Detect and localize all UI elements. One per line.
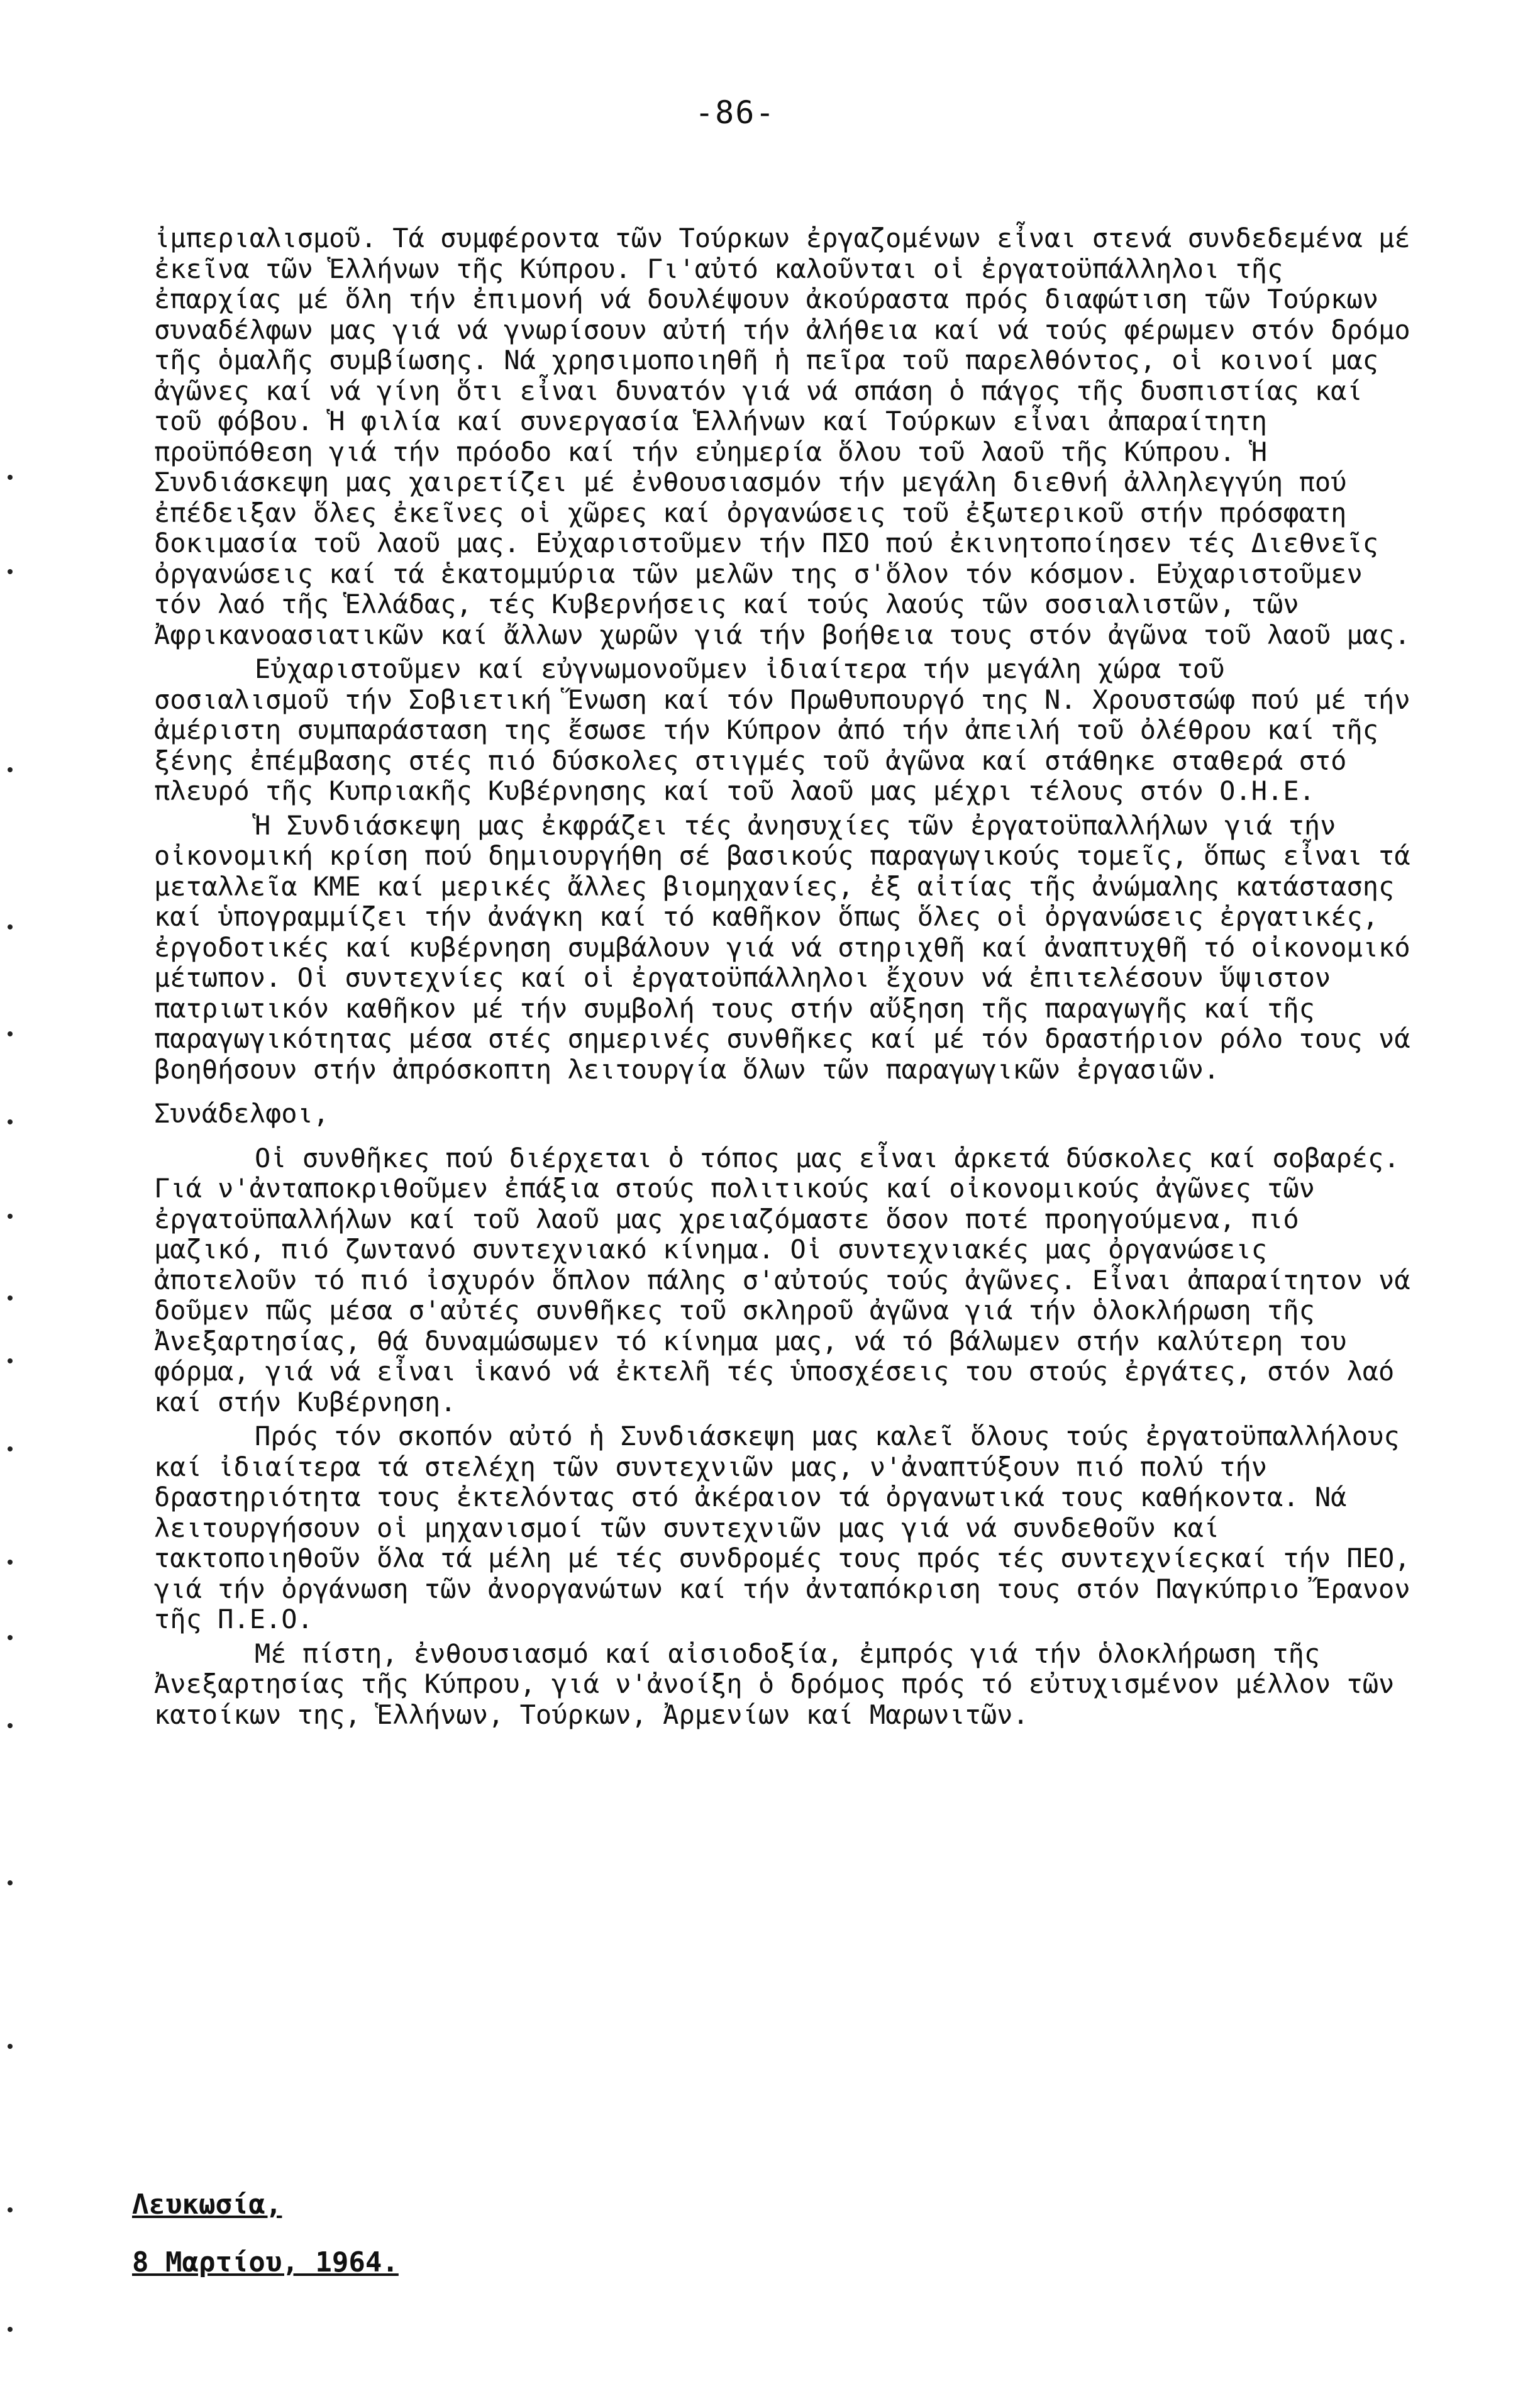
margin-dot (8, 767, 13, 772)
margin-dot (8, 1560, 13, 1565)
paragraph: Εὐχαριστοῦμεν καί εὐγνωμονοῦμεν ἰδιαίτερα τήν μεγάλη χώρα τοῦ σοσιαλισμοῦ τήν Σοβιετική Ἕνωση καί τόν Πρωθυπουργό της Ν. Χρουστσώφ πού μέ τήν ἀμέριστη συμπαράσταση της ἔσωσε τήν Κύπρον ἀπό τήν ἀπειλή τοῦ ὀλέθρου καί τῆς ξένης ἐπέμβασης στές πιό δύσκολες στιγμές τοῦ ἀγῶνα καί στάθηκε σταθερά στό πλευρό τῆς Κυπριακῆς Κυβέρνησης καί τοῦ λαοῦ μας μέχρι τέλους στόν Ο.Η.Ε. (154, 653, 1410, 806)
signature-place: Λευκωσία, (132, 2189, 282, 2221)
margin-dot (8, 1723, 13, 1728)
margin-dot (8, 924, 13, 929)
margin-dot (8, 1295, 13, 1301)
margin-dot (8, 2207, 13, 2212)
margin-dot (8, 1119, 13, 1124)
margin-dot (8, 2327, 13, 2332)
margin-dot (8, 1635, 13, 1640)
margin-dot (8, 2044, 13, 2049)
document-body (154, 223, 1412, 1734)
margin-marks (0, 0, 25, 2391)
margin-dot (8, 1446, 13, 1451)
paragraph: Ἡ Συνδιάσκεψη μας ἐκφράζει τές ἀνησυχίες τῶν ἐργατοϋπαλλήλων γιά τήν οἰκονομική κρίση πού δημιουργήθη σέ βασικούς παραγωγικούς τομεῖς, ὅπως εἶναι τά μεταλλεῖα ΚΜΕ καί μερικές ἄλλες βιομηχανίες, ἐξ αἰτίας τῆς ἀνώμαλης κατάστασης καί ὑπογραμμίζει τήν ἀνάγκη καί τό καθῆκον ὅπως ὅλες οἱ ὀργανώσεις ἐργατικές, ἐργοδοτικές καί κυβέρνηση συμβάλουν γιά νά στηριχθῆ καί ἀναπτυχθῆ τό οἰκονομικό μέτωπον. Οἱ συντεχνίες καί οἱ ἐργατοϋπάλληλοι ἔχουν νά ἐπιτελέσουν ὕψιστον πατριωτικόν καθῆκον μέ τήν συμβολή τους στήν αὔξηση τῆς παραγωγῆς καί τῆς παραγωγικότητας μέσα στές σημερινές συνθῆκες καί μέ τόν δραστήριον ρόλο τους νά βοηθήσουν στήν ἀπρόσκοπτη λειτουργία ὅλων τῶν παραγωγικῶν ἐργασιῶν. (154, 809, 1410, 1085)
paragraph: Πρός τόν σκοπόν αὐτό ἡ Συνδιάσκεψη μας καλεῖ ὅλους τούς ἐργατοϋπαλλήλους καί ἰδιαίτερα τά στελέχη τῶν συντεχνιῶν μας, ν'ἀναπτύξουν πιό πολύ τήν δραστηριότητα τους ἐκτελόντας στό ἀκέραιον τά ὀργανωτικά τους καθήκοντα. Νά λειτουργήσουν οἱ μηχανισμοί τῶν συντεχνιῶν μας γιά νά συνδεθοῦν καί τακτοποιηθοῦν ὅλα τά μέλη μέ τές συνδρομές τους πρός τές συντεχνίεςκαί τήν ΠΕΟ, γιά τήν ὀργάνωση τῶν ἀνοργανώτων καί τήν ἀνταπόκριση τους στόν Παγκύπριο Ἔρανον τῆς Π.Ε.Ο. (154, 1421, 1410, 1634)
margin-dot (8, 1214, 13, 1219)
paragraph: Μέ πίστη, ἐνθουσιασμό καί αἰσιοδοξία, ἐμπρός γιά τήν ὁλοκλήρωση τῆς Ἀνεξαρτησίας τῆς Κύπρου, γιά ν'ἀνοίξη ὁ δρόμος πρός τό εὐτυχισμένον μέλλον τῶν κατοίκων της, Ἑλλήνων, Τούρκων, Ἀρμενίων καί Μαρωνιτῶν. (154, 1638, 1395, 1730)
signature-block (132, 2176, 399, 2292)
paragraph: ἰμπεριαλισμοῦ. Τά συμφέροντα τῶν Τούρκων ἐργαζομένων εἶναι στενά συνδεδεμένα μέ ἐκεῖνα τῶν Ἑλλήνων τῆς Κύπρου. Γι'αὐτό καλοῦνται οἱ ἐργατοϋπάλληλοι τῆς ἐπαρχίας μέ ὅλη τήν ἐπιμονή νά δουλέψουν ἀκούραστα πρός διαφώτιση τῶν Τούρκων συναδέλφων μας γιά νά γνωρίσουν αὐτή τήν ἀλήθεια καί νά τούς φέρωμεν στόν δρόμο τῆς ὁμαλῆς συμβίωσης. Νά χρησιμοποιηθῆ ἡ πεῖρα τοῦ παρελθόντος, οἱ κοινοί μας ἀγῶνες καί νά γίνη ὅτι εἶναι δυνατόν γιά νά σπάση ὁ πάγος τῆς δυσπιστίας καί τοῦ φόβου. Ἡ φιλία καί συνεργασία Ἑλλήνων καί Τούρκων εἶναι ἀπαραίτητη προϋπόθεση γιά τήν πρόοδο καί τήν εὐημερία ὅλου τοῦ λαοῦ τῆς Κύπρου. Ἡ Συνδιάσκεψη μας χαιρετίζει μέ ἐνθουσιασμόν τήν μεγάλη διεθνή ἀλληλεγγύη πού ἐπέδειξαν ὅλες ἐκεῖνες οἱ χῶρες καί ὀργανώσεις τοῦ ἐξωτερικοῦ στήν πρόσφατη δοκιμασία τοῦ λαοῦ μας. Εὐχαριστοῦμεν τήν ΠΣΟ πού ἐκινητοποίησεν τές Διεθνεῖς ὀργανώσεις καί τά ἑκατομμύρια τῶν μελῶν της σ'ὅλον τόν κόσμον. Εὐχαριστοῦμεν τόν λαό τῆς Ἑλλάδας, τές Κυβερνήσεις καί τούς λαούς τῶν σοσιαλιστῶν, τῶν Ἀφρικανοασιατικῶν καί ἄλλων χωρῶν γιά τήν βοήθεια τους στόν ἀγῶνα τοῦ λαοῦ μας. (154, 223, 1410, 650)
margin-dot (8, 1031, 13, 1036)
margin-dot (8, 1358, 13, 1363)
page-number: -86- (695, 94, 776, 131)
salutation: Συνάδελφοι, (154, 1098, 330, 1129)
margin-dot (8, 475, 13, 480)
margin-dot (8, 1880, 13, 1885)
signature-date: 8 Μαρτίου, 1964. (132, 2246, 399, 2278)
paragraph: Οἱ συνθῆκες πού διέρχεται ὁ τόπος μας εἶναι ἀρκετά δύσκολες καί σοβαρές. Γιά ν'ἀνταποκριθοῦμεν ἐπάξια στούς πολιτικούς καί οἰκονομικούς ἀγῶνες τῶν ἐργατοϋπαλλήλων καί τοῦ λαοῦ μας χρειαζόμαστε ὅσον ποτέ προηγούμενα, πιό μαζικό, πιό ζωντανό συντεχνιακό κίνημα. Οἱ συντεχνιακές μας ὀργανώσεις ἀποτελοῦν τό πιό ἰσχυρόν ὅπλον πάλης σ'αὐτούς τούς ἀγῶνες. Εἶναι ἀπαραίτητον νά δοῦμεν πῶς μέσα σ'αὐτές συνθῆκες τοῦ σκληροῦ ἀγῶνα γιά τήν ὁλοκλήρωση τῆς Ἀνεξαρτησίας, θά δυναμώσωμεν τό κίνημα μας, νά τό βάλωμεν στήν καλύτερη του φόρμα, γιά νά εἶναι ἱκανό νά ἐκτελῆ τές ὑποσχέσεις του στούς ἐργάτες, στόν λαό καί στήν Κυβέρνηση. (154, 1142, 1410, 1417)
margin-dot (8, 569, 13, 574)
